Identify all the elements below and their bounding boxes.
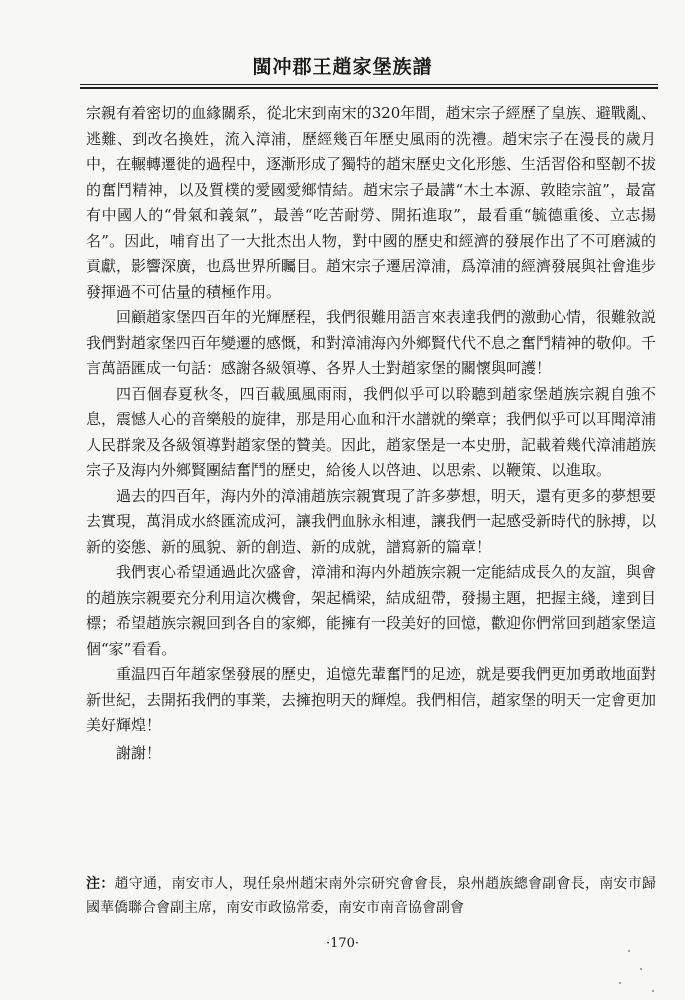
scan-speck: [652, 990, 654, 992]
paragraph-5: 我們衷心希望通過此次盛會，漳浦和海内外趙族宗親一定能結成長久的友誼，與會的趙族宗親要充分利用這次機會，架起橋梁，結成紐帶，發揚主題，把握主綫，達到目標；希望趙族宗親回到各自的家鄉，能擁有一段美好的回憶，歡迎你們常回到趙家堡這個“家”看看。: [86, 563, 657, 658]
scan-speck: [619, 982, 621, 984]
footnote-text: 趙守通，南安市人，現任泉州趙宋南外宗研究會會長，泉州趙族總會副會長，南安市歸國華僑聯合會副主席，南安市政協常委，南安市南音協會副會: [86, 876, 657, 916]
paragraph-4: 過去的四百年，海内外的漳浦趙族宗親實現了許多夢想，明天，還有更多的夢想要去實現，萬涓成水終匯流成河，讓我們血脉永相連，讓我們一起感受新時代的脉搏，以新的姿態、新的風貌、新的創造、新的成就，譜寫新的篇章！: [86, 486, 657, 556]
header-rule-thin: [80, 84, 658, 85]
scan-speck: [640, 968, 642, 970]
closing-thanks: 謝謝！: [116, 743, 162, 762]
footnote-label: 注：: [86, 876, 115, 892]
body-text: [86, 101, 656, 766]
running-header-title: 閩冲郡王趙家堡族譜: [252, 56, 433, 78]
scan-speck: [628, 950, 630, 952]
header-rule-thick: [80, 87, 658, 89]
page-number: ·170·: [325, 936, 360, 951]
footnote: [86, 872, 656, 920]
paragraph-6: 重温四百年趙家堡發展的歷史，追憶先輩奮鬥的足迹，就是要我們更加勇敢地面對新世紀，去開拓我們的事業，去擁抱明天的輝煌。我們相信，趙家堡的明天一定會更加美好輝煌！: [86, 665, 657, 734]
paragraph-2: 回顧趙家堡四百年的光輝歷程，我們很難用語言來表達我們的激動心情，很難敘説我們對趙家堡四百年變遷的感慨，和對漳浦海內外鄉賢代代不息之奮鬥精神的敬仰。千言萬語匯成一句話：感謝各級領導、各界人士對趙家堡的關懷與呵護！: [86, 308, 657, 377]
paragraph-1: 宗親有着密切的血緣關系，從北宋到南宋的320年間，趙宋宗子經歷了皇族、避戰亂、逃難、到改名換姓，流入漳浦，歷經幾百年歷史風雨的洗禮。趙宋宗子在漫長的歲月中，在輾轉遷徙的過程中，逐漸形成了獨特的趙宋歷史文化形態、生活習俗和堅韌不拔的奮鬥精神，以及質樸的愛國愛鄉情結。趙宋宗子最講“木土本源、敦睦宗誼”，最富有中國人的“骨氣和義氣”，最善“吃苦耐勞、開拓進取”，最看重“毓德重後、立志揚名”。因此，哺育出了一大批杰出人物，對中國的歷史和經濟的發展作出了不可磨滅的貢獻，影響深廣，也爲世界所矚目。趙宋宗子遷居漳浦，爲漳浦的經濟發展與社會進步發揮過不可估量的積極作用。: [86, 104, 657, 301]
paragraph-3: 四百個春夏秋冬，四百載風風雨雨，我們似乎可以聆聽到趙家堡趙族宗親自強不息，震憾人心的音樂般的旋律，那是用心血和汗水譜就的樂章；我們似乎可以耳聞漳浦人民群衆及各級領導對趙家堡的贊美。因此，趙家堡是一本史册，記載着幾代漳浦趙族宗子及海内外鄉賢團結奮鬥的歷史，給後人以啓迪、以思索、以鞭策、以進取。: [86, 384, 657, 479]
